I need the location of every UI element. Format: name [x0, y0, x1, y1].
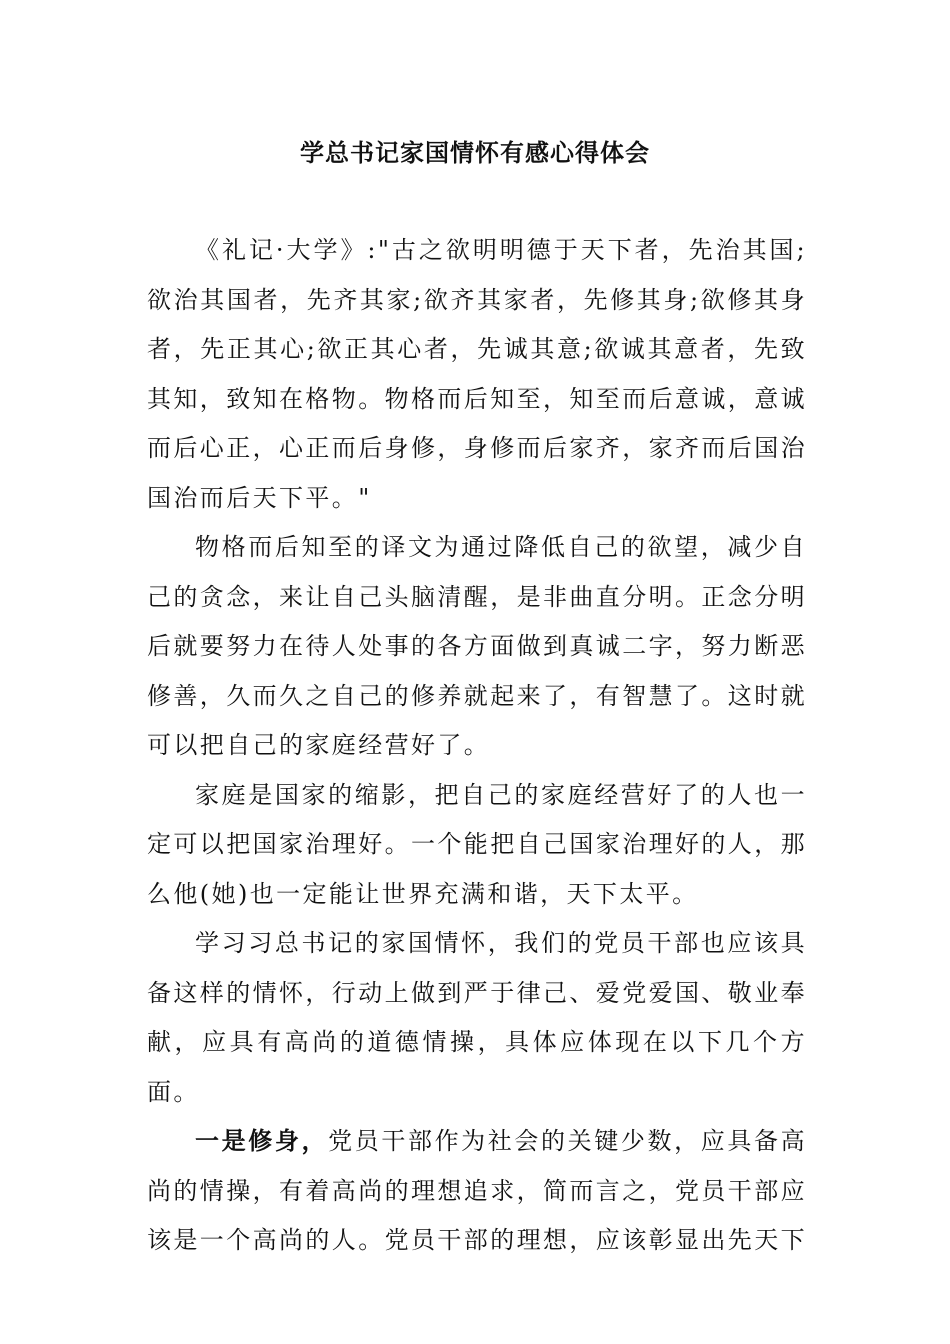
paragraph-learning-sentiment	[147, 919, 807, 1117]
paragraph-text: 家庭是国家的缩影，把自己的家庭经营好了的人也一定可以把国家治理好。一个能把自己国家治理好的人，那么他(她)也一定能让世界充满和谐，天下太平。	[147, 780, 807, 908]
paragraph-family-nation	[147, 771, 807, 920]
document-body	[147, 226, 807, 1266]
paragraph-text: 《礼记·大学》:"古之欲明明德于天下者，先治其国;欲治其国者，先齐其家;欲齐其家者，先修其身;欲修其身者，先正其心;欲正其心者，先诚其意;欲诚其意者，先致其知，致知在格物。物格而后知至，知至而后意诚，意诚而后心正，心正而后身修，身修而后家齐，家齐而后国治国治而后天下平。"	[147, 236, 807, 512]
paragraph-text: 物格而后知至的译文为通过降低自己的欲望，减少自己的贪念，来让自己头脑清醒，是非曲直分明。正念分明后就要努力在待人处事的各方面做到真诚二字，努力断恶修善，久而久之自己的修养就起来了，有智慧了。这时就可以把自己的家庭经营好了。	[147, 533, 807, 759]
paragraph-self-cultivation	[147, 1117, 807, 1266]
paragraph-liji-quote	[147, 226, 807, 523]
paragraph-lead-heading: 一是修身，	[195, 1127, 329, 1155]
paragraph-text: 党员干部作为社会的关键少数，应具备高尚的情操，有着高尚的理想追求，简而言之，党员干部应该是一个高尚的人。党员干部的理想，应该彰显出先天下	[147, 1127, 807, 1254]
paragraph-gewu-explanation	[147, 523, 807, 771]
paragraph-text: 学习习总书记的家国情怀，我们的党员干部也应该具备这样的情怀，行动上做到严于律己、爱党爱国、敬业奉献，应具有高尚的道德情操，具体应体现在以下几个方面。	[147, 929, 807, 1106]
document-title: 学总书记家国情怀有感心得体会	[300, 139, 650, 167]
